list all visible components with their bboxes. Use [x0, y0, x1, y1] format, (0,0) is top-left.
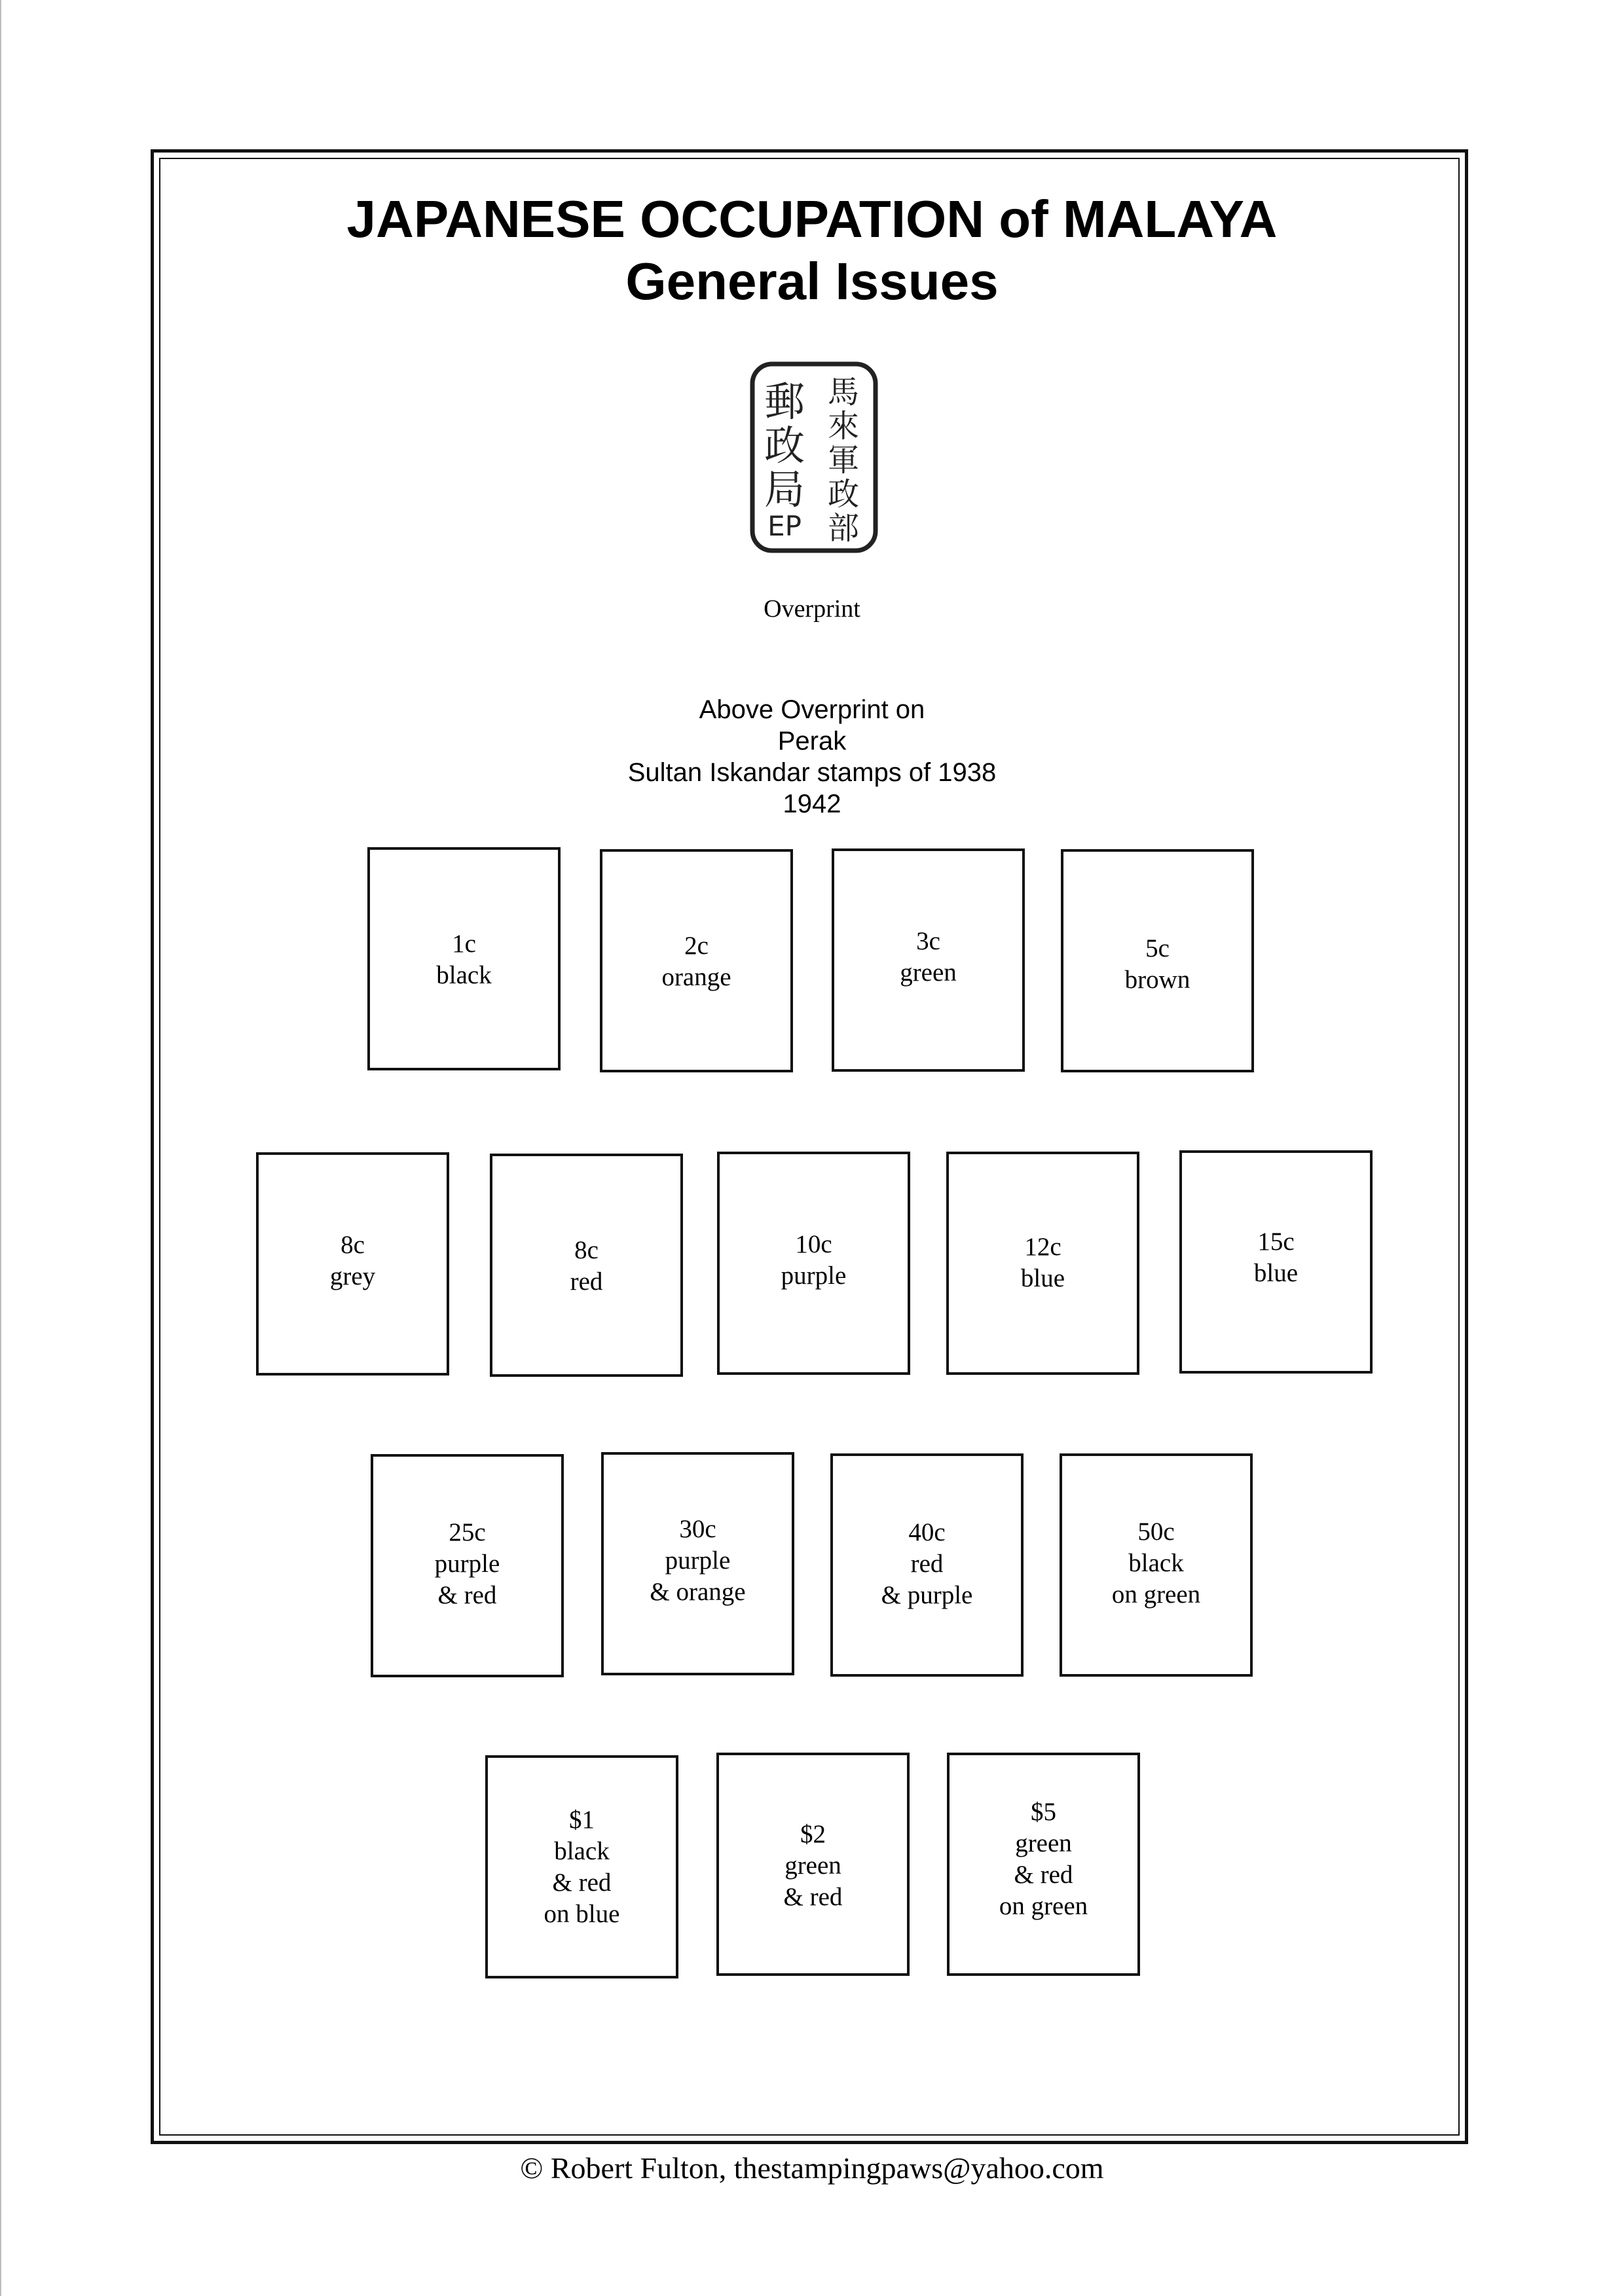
page-edge	[0, 0, 1, 2296]
seal-latin: EP	[767, 510, 802, 542]
stamp-mount	[947, 1753, 1140, 1976]
stamp-mount	[832, 848, 1025, 1072]
stamp-label: 5c brown	[1124, 934, 1190, 994]
stamp-mount	[1060, 1453, 1253, 1677]
seal-char: 軍	[827, 442, 860, 479]
seal-char: 政	[764, 422, 805, 469]
seal-char: 來	[827, 408, 860, 445]
stamp-mount	[1179, 1150, 1373, 1374]
description-line: Sultan Iskandar stamps of 1938	[627, 758, 997, 787]
seal-char: 局	[764, 465, 805, 513]
stamp-label: 25c purple & red	[434, 1518, 500, 1609]
stamp-label: 8c grey	[329, 1231, 376, 1290]
stamp-label: 1c black	[436, 930, 492, 989]
stamp-mount	[485, 1755, 678, 1978]
seal-char: 郵	[764, 378, 805, 426]
seal-char: 部	[827, 510, 860, 547]
page-title: JAPANESE OCCUPATION of MALAYA	[346, 190, 1278, 248]
seal-char: 馬	[827, 374, 860, 410]
stamp-mount	[830, 1453, 1024, 1677]
stamp-mount	[600, 849, 793, 1072]
stamp-label: 10c purple	[781, 1230, 847, 1290]
stamp-label: 8c red	[570, 1236, 603, 1296]
copyright-footer: © Robert Fulton, thestampingpaws@yahoo.com	[520, 2151, 1104, 2185]
overprint-label: Overprint	[764, 595, 860, 623]
stamp-label: $2 green & red	[783, 1820, 843, 1911]
stamp-label: 12c blue	[1020, 1233, 1065, 1292]
stamp-label: $5 green & red on green	[999, 1798, 1088, 1920]
stamp-mount	[1061, 849, 1254, 1072]
stamp-mount	[716, 1753, 910, 1976]
stamp-mount	[946, 1152, 1139, 1375]
description-line: 1942	[783, 790, 841, 818]
description-line: Perak	[777, 727, 847, 756]
stamp-label: 15c blue	[1253, 1228, 1299, 1287]
stamp-mount	[717, 1152, 910, 1375]
stamp-label: $1 black & red on blue	[544, 1806, 620, 1928]
description-line: Above Overprint on	[699, 695, 925, 724]
stamp-mount	[601, 1452, 794, 1675]
stamp-label: 30c purple & orange	[650, 1515, 746, 1606]
page-subtitle: General Issues	[625, 252, 999, 310]
seal-char: 政	[827, 476, 860, 513]
overprint-seal	[748, 360, 879, 555]
stamp-mount	[371, 1454, 564, 1677]
stamp-label: 50c black on green	[1111, 1518, 1201, 1609]
stamp-label: 2c orange	[661, 932, 731, 991]
stamp-label: 3c green	[900, 927, 957, 987]
stamp-mount	[490, 1154, 683, 1377]
stamp-mount	[367, 847, 561, 1070]
stamp-mount	[256, 1152, 449, 1376]
stamp-label: 40c red & purple	[881, 1518, 973, 1609]
